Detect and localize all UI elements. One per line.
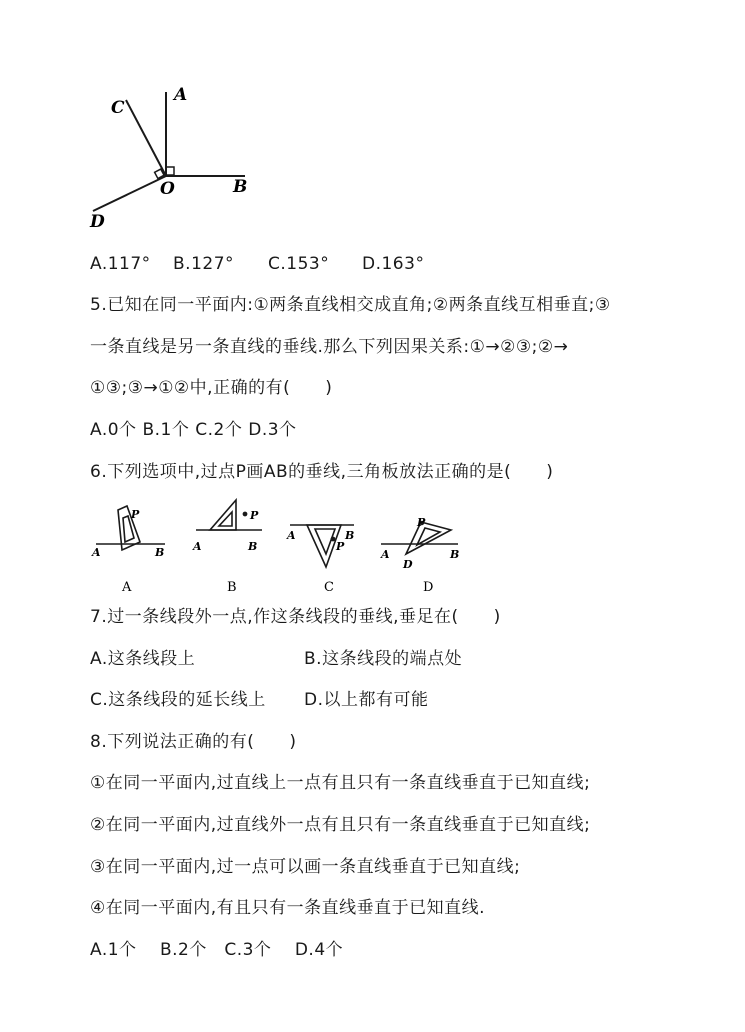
q7-stem: 7.过一条线段外一点,作这条线段的垂线,垂足在( ) [90,607,501,627]
label-a: A [174,85,188,105]
q7-option-c: C.这条线段的延长线上 [90,690,266,710]
q6c-label-p: P [336,540,345,553]
q6d-caption: D [423,580,434,595]
q5-line-3: ①③;③→①②中,正确的有( ) [90,378,333,398]
q6d-label-a: A [381,548,390,561]
q8-statement-2: ②在同一平面内,过直线外一点有且只有一条直线垂直于已知直线; [90,815,591,835]
q6c-label-b: B [345,529,355,542]
q6a-label-p: P [131,508,140,521]
q6c-caption: C [324,580,334,595]
right-angle-mark [166,167,174,175]
label-o: O [160,179,175,199]
q7-option-a: A.这条线段上 [90,649,196,669]
q4-option-c: C.153° [268,254,330,274]
q7-option-b: B.这条线段的端点处 [304,649,463,669]
q6b-label-a: A [193,540,202,553]
q5-options: A.0个 B.1个 C.2个 D.3个 [90,420,297,440]
label-d: D [90,212,105,232]
q6b-label-p: P [250,509,259,522]
ray-oc [126,100,166,176]
q6d-label-foot: D [403,558,413,571]
label-c: C [111,98,125,118]
q8-options: A.1个 B.2个 C.3个 D.4个 [90,940,344,960]
q6a-label-a: A [92,546,101,559]
q6d-label-p: P [417,516,426,529]
label-b: B [233,177,248,197]
q6a-label-b: B [155,546,165,559]
q6b-caption: B [227,580,237,595]
q4-option-d: D.163° [362,254,425,274]
q4-option-a: A.117° [90,254,151,274]
q7-option-d: D.以上都有可能 [304,690,429,710]
q6d-label-b: B [450,548,460,561]
q8-statement-3: ③在同一平面内,过一点可以画一条直线垂直于已知直线; [90,857,521,877]
q8-statement-4: ④在同一平面内,有且只有一条直线垂直于已知直线. [90,898,486,918]
q6c-label-a: A [287,529,296,542]
angle-figure [0,0,745,240]
q6-figures [0,492,745,602]
q6a-caption: A [122,580,132,595]
q8-stem: 8.下列说法正确的有( ) [90,732,297,752]
q6b-label-b: B [248,540,258,553]
q4-option-b: B.127° [173,254,235,274]
q6-stem: 6.下列选项中,过点P画AB的垂线,三角板放法正确的是( ) [90,462,554,482]
ray-od [93,176,166,211]
q5-line-1: 5.已知在同一平面内:①两条直线相交成直角;②两条直线互相垂直;③ [90,295,611,315]
q5-line-2: 一条直线是另一条直线的垂线.那么下列因果关系:①→②③;②→ [90,337,569,357]
q8-statement-1: ①在同一平面内,过直线上一点有且只有一条直线垂直于已知直线; [90,773,591,793]
